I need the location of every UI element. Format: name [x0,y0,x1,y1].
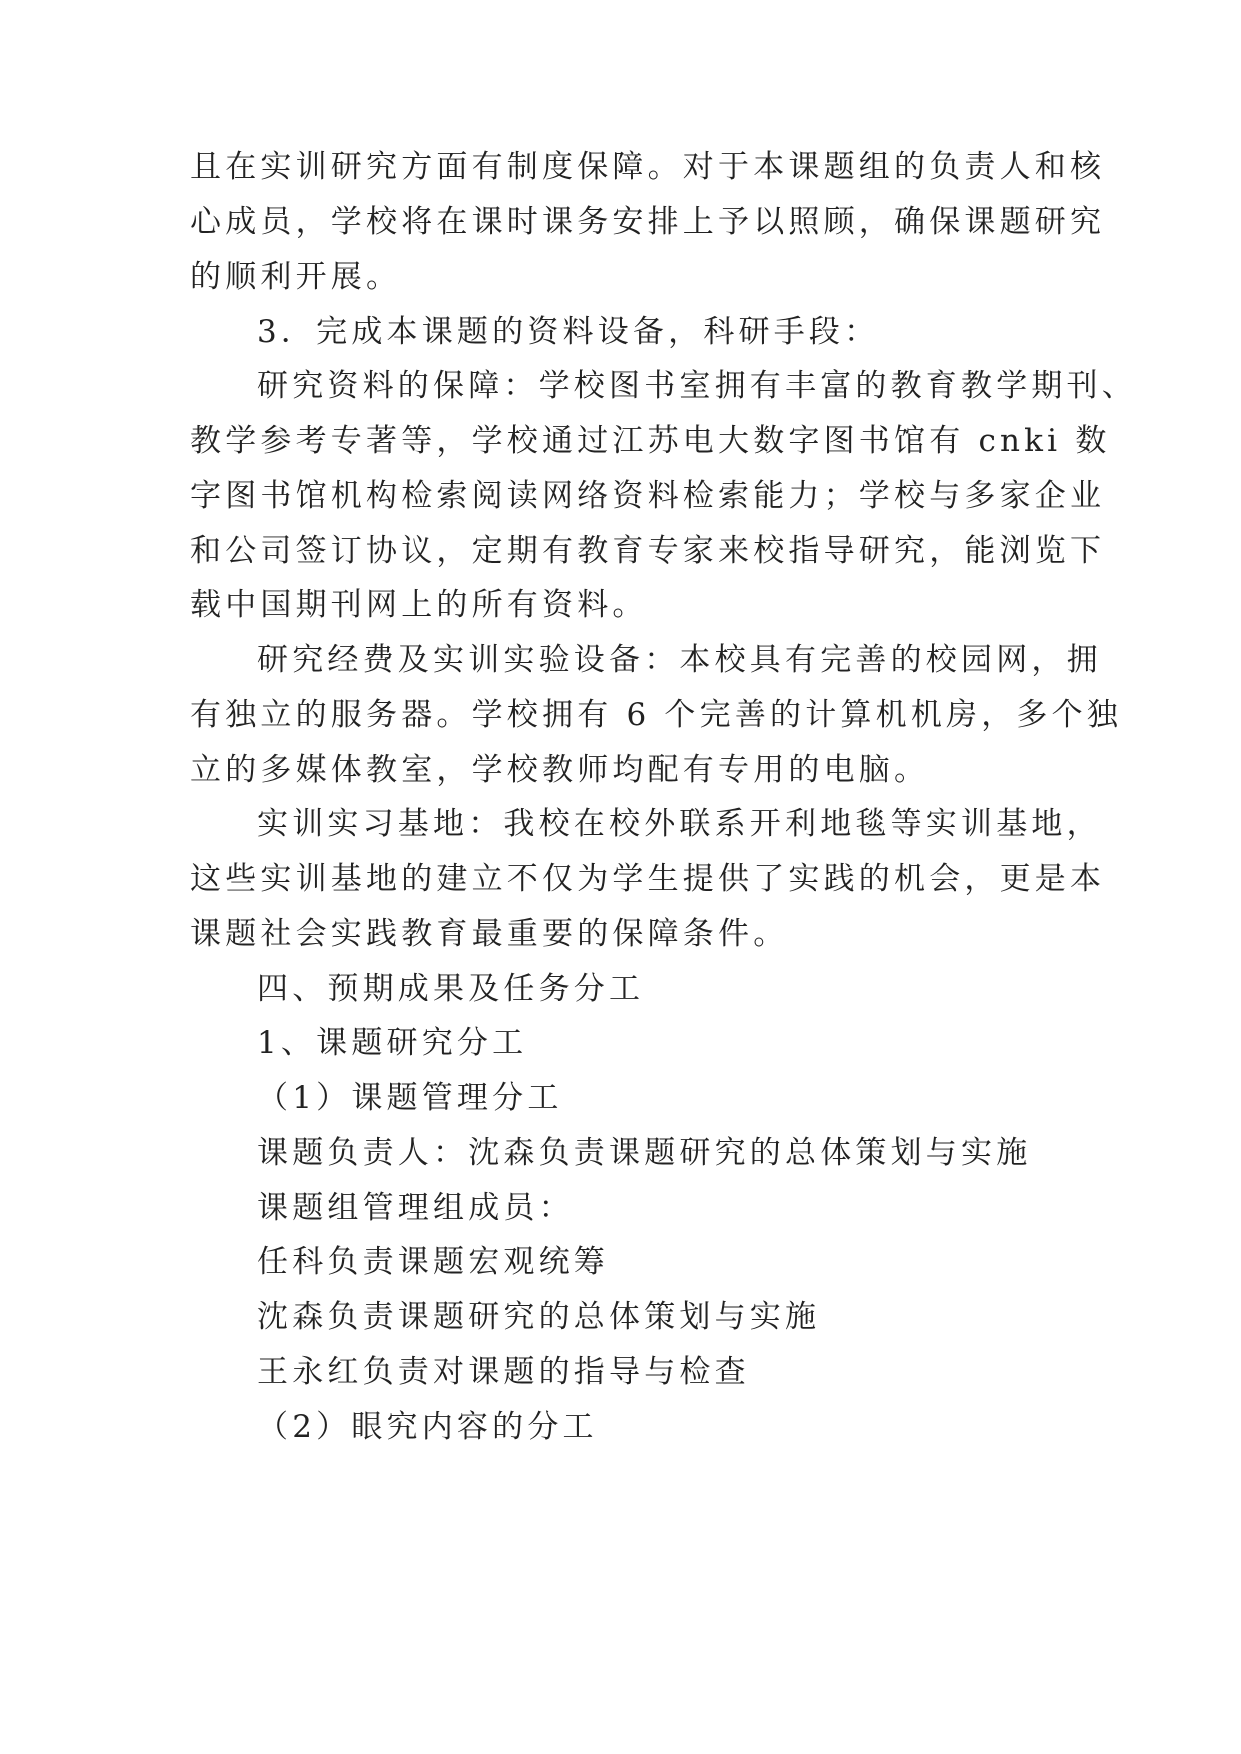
section-heading: 四、预期成果及任务分工 [257,971,645,1007]
paragraph-line: 实训实习基地：我校在校外联系开利地毯等实训基地， [257,806,1102,842]
subsection-heading: （1）课题管理分工 [257,1080,563,1116]
paragraph-line: 教学参考专著等，学校通过江苏电大数字图书馆有 cnki 数 [190,423,1111,459]
section-heading: 3．完成本课题的资料设备，科研手段： [257,314,880,350]
paragraph-line: 课题组管理组成员： [257,1190,574,1226]
paragraph-line: 和公司签订协议，定期有教育专家来校指导研究，能浏览下 [190,533,1106,569]
paragraph-line: 且在实训研究方面有制度保障。对于本课题组的负责人和核 [190,149,1106,185]
subsection-heading: （2）眼究内容的分工 [257,1409,598,1445]
paragraph-line: 研究经费及实训实验设备：本校具有完善的校园网，拥 [257,642,1102,678]
paragraph-line: 任科负责课题宏观统筹 [257,1244,609,1280]
paragraph-line: 字图书馆机构检索阅读网络资料检索能力；学校与多家企业 [190,478,1106,514]
paragraph-line: 的顺利开展。 [190,259,402,295]
paragraph-line: 课题社会实践教育最重要的保障条件。 [190,916,789,952]
subsection-heading: 1、课题研究分工 [257,1025,528,1061]
paragraph-line: 研究资料的保障：学校图书室拥有丰富的教育教学期刊、 [257,368,1137,404]
paragraph-line: 课题负责人：沈森负责课题研究的总体策划与实施 [257,1135,1032,1171]
paragraph-line: 沈森负责课题研究的总体策划与实施 [257,1299,821,1335]
paragraph-line: 立的多媒体教室，学校教师均配有专用的电脑。 [190,752,930,788]
paragraph-line: 这些实训基地的建立不仅为学生提供了实践的机会，更是本 [190,861,1106,897]
paragraph-line: 有独立的服务器。学校拥有 6 个完善的计算机机房，多个独 [190,697,1123,733]
paragraph-line: 王永红负责对课题的指导与检查 [257,1354,750,1390]
paragraph-line: 心成员，学校将在课时课务安排上予以照顾，确保课题研究 [190,204,1106,240]
paragraph-line: 载中国期刊网上的所有资料。 [190,587,648,623]
